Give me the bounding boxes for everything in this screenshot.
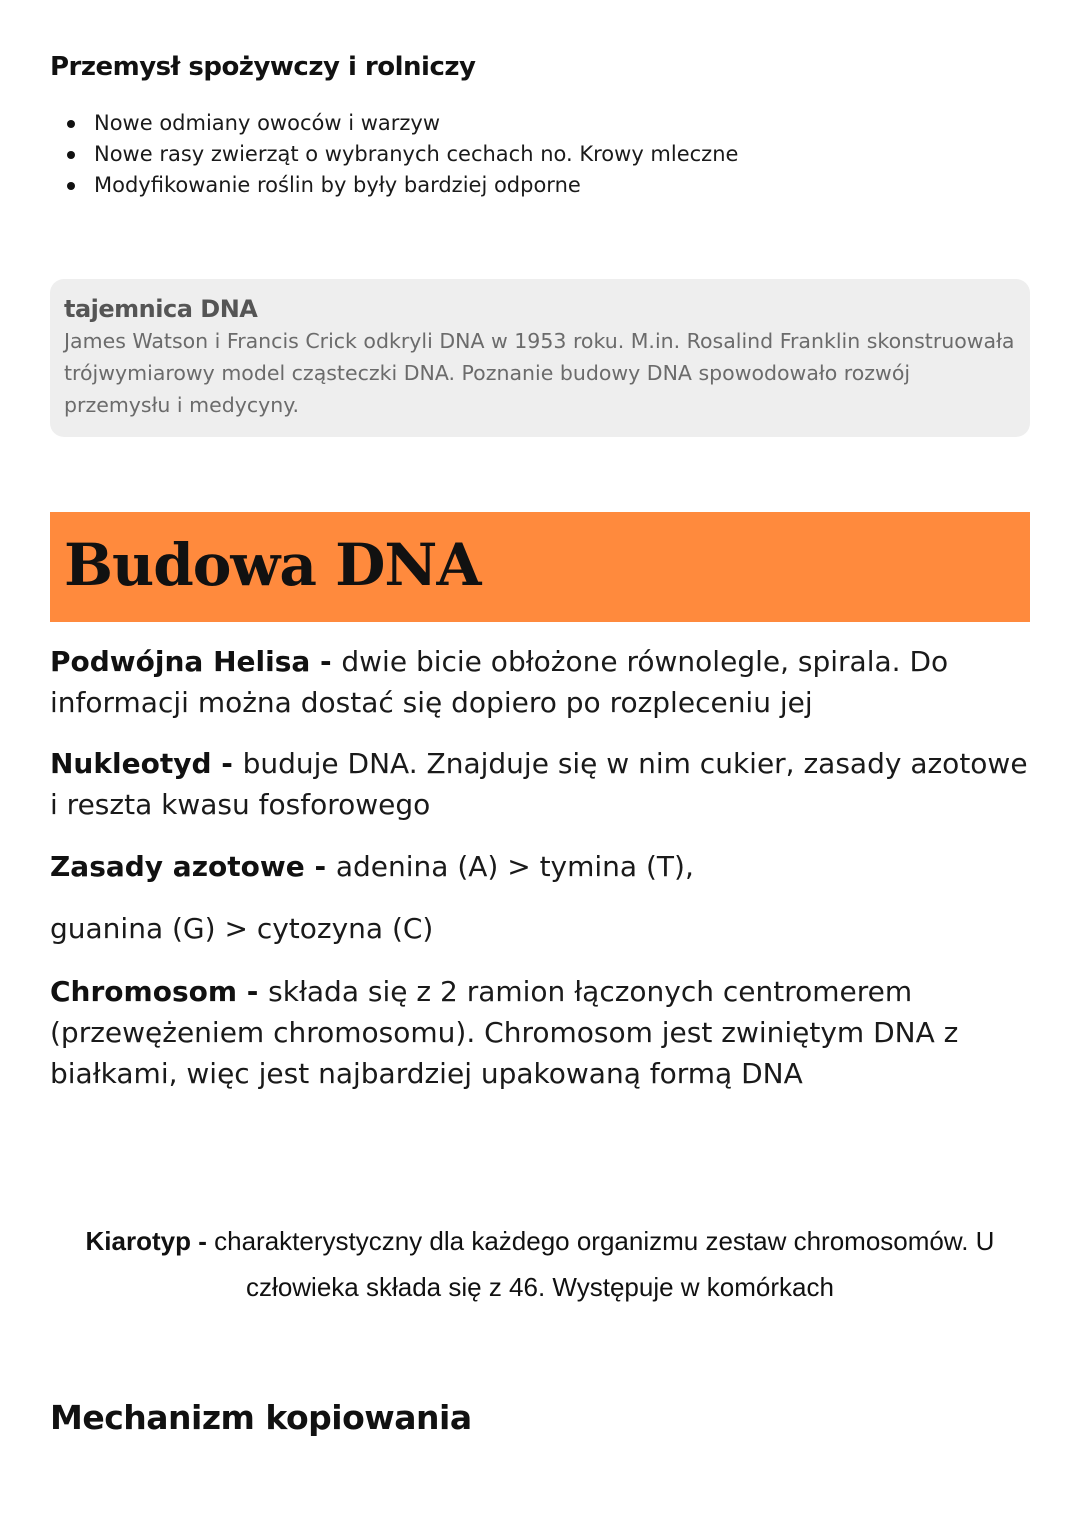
list-item xyxy=(50,108,738,139)
definition-double-helix xyxy=(50,641,1030,723)
definition-nitrogen-bases xyxy=(50,846,1030,887)
definition-term: Zasady azotowe - xyxy=(50,850,336,883)
section-banner xyxy=(50,512,1030,622)
list-item xyxy=(50,170,738,201)
dna-secret-callout xyxy=(50,279,1030,437)
definition-text: adenina (A) > tymina (T), xyxy=(335,850,694,883)
list-item-text: Nowe rasy zwierząt o wybranych cechach no. Krowy mleczne xyxy=(94,142,739,166)
kiarotyp-term: Kiarotyp - xyxy=(85,1226,215,1256)
definition-text: dwie bicie obłożone równolegle, spirala. Do informacji można dostać się dopiero po rozpleceniu jej xyxy=(50,645,949,719)
banner-title: Budowa DNA xyxy=(64,531,481,599)
definition-bases-pair xyxy=(50,908,1030,949)
definition-text: składa się z 2 ramion łączonych centromerem (przewężeniem chromosomu). Chromosom jest zwiniętym DNA z białkami, więc jest najbardziej upakowaną formą DNA xyxy=(50,975,959,1090)
kiarotyp-text: charakterystyczny dla każdego organizmu zestaw chromosomów. U człowieka składa się z 46. Występuje w komórkach xyxy=(214,1226,995,1302)
document-page xyxy=(50,0,1030,1526)
bullet-dot-icon xyxy=(67,182,75,190)
bullet-dot-icon xyxy=(67,120,75,128)
definition-chromosome xyxy=(50,971,1030,1094)
kiarotyp-definition xyxy=(50,1218,1030,1310)
callout-title: tajemnica DNA xyxy=(64,295,258,323)
bullet-dot-icon xyxy=(67,151,75,159)
definition-nucleotide xyxy=(50,743,1030,825)
list-item-text: Modyfikowanie roślin by były bardziej odporne xyxy=(94,173,581,197)
industry-bullet-list xyxy=(50,108,738,201)
list-item xyxy=(50,139,738,170)
callout-text: James Watson i Francis Crick odkryli DNA w 1953 roku. M.in. Rosalind Franklin skonstruowała trójwymiarowy model cząsteczki DNA. Poznanie budowy DNA spowodowało rozwój przemysłu i medycyny. xyxy=(64,329,1015,417)
definition-text: guanina (G) > cytozyna (C) xyxy=(50,912,434,945)
list-item-text: Nowe odmiany owoców i warzyw xyxy=(94,111,441,135)
mechanism-heading: Mechanizm kopiowania xyxy=(50,1398,472,1437)
definition-term: Nukleotyd - xyxy=(50,747,243,780)
industry-heading: Przemysł spożywczy i rolniczy xyxy=(50,52,476,82)
definition-term: Podwójna Helisa - xyxy=(50,645,342,678)
definition-term: Chromosom - xyxy=(50,975,269,1008)
definition-text: buduje DNA. Znajduje się w nim cukier, zasady azotowe i reszta kwasu fosforowego xyxy=(50,747,1028,821)
